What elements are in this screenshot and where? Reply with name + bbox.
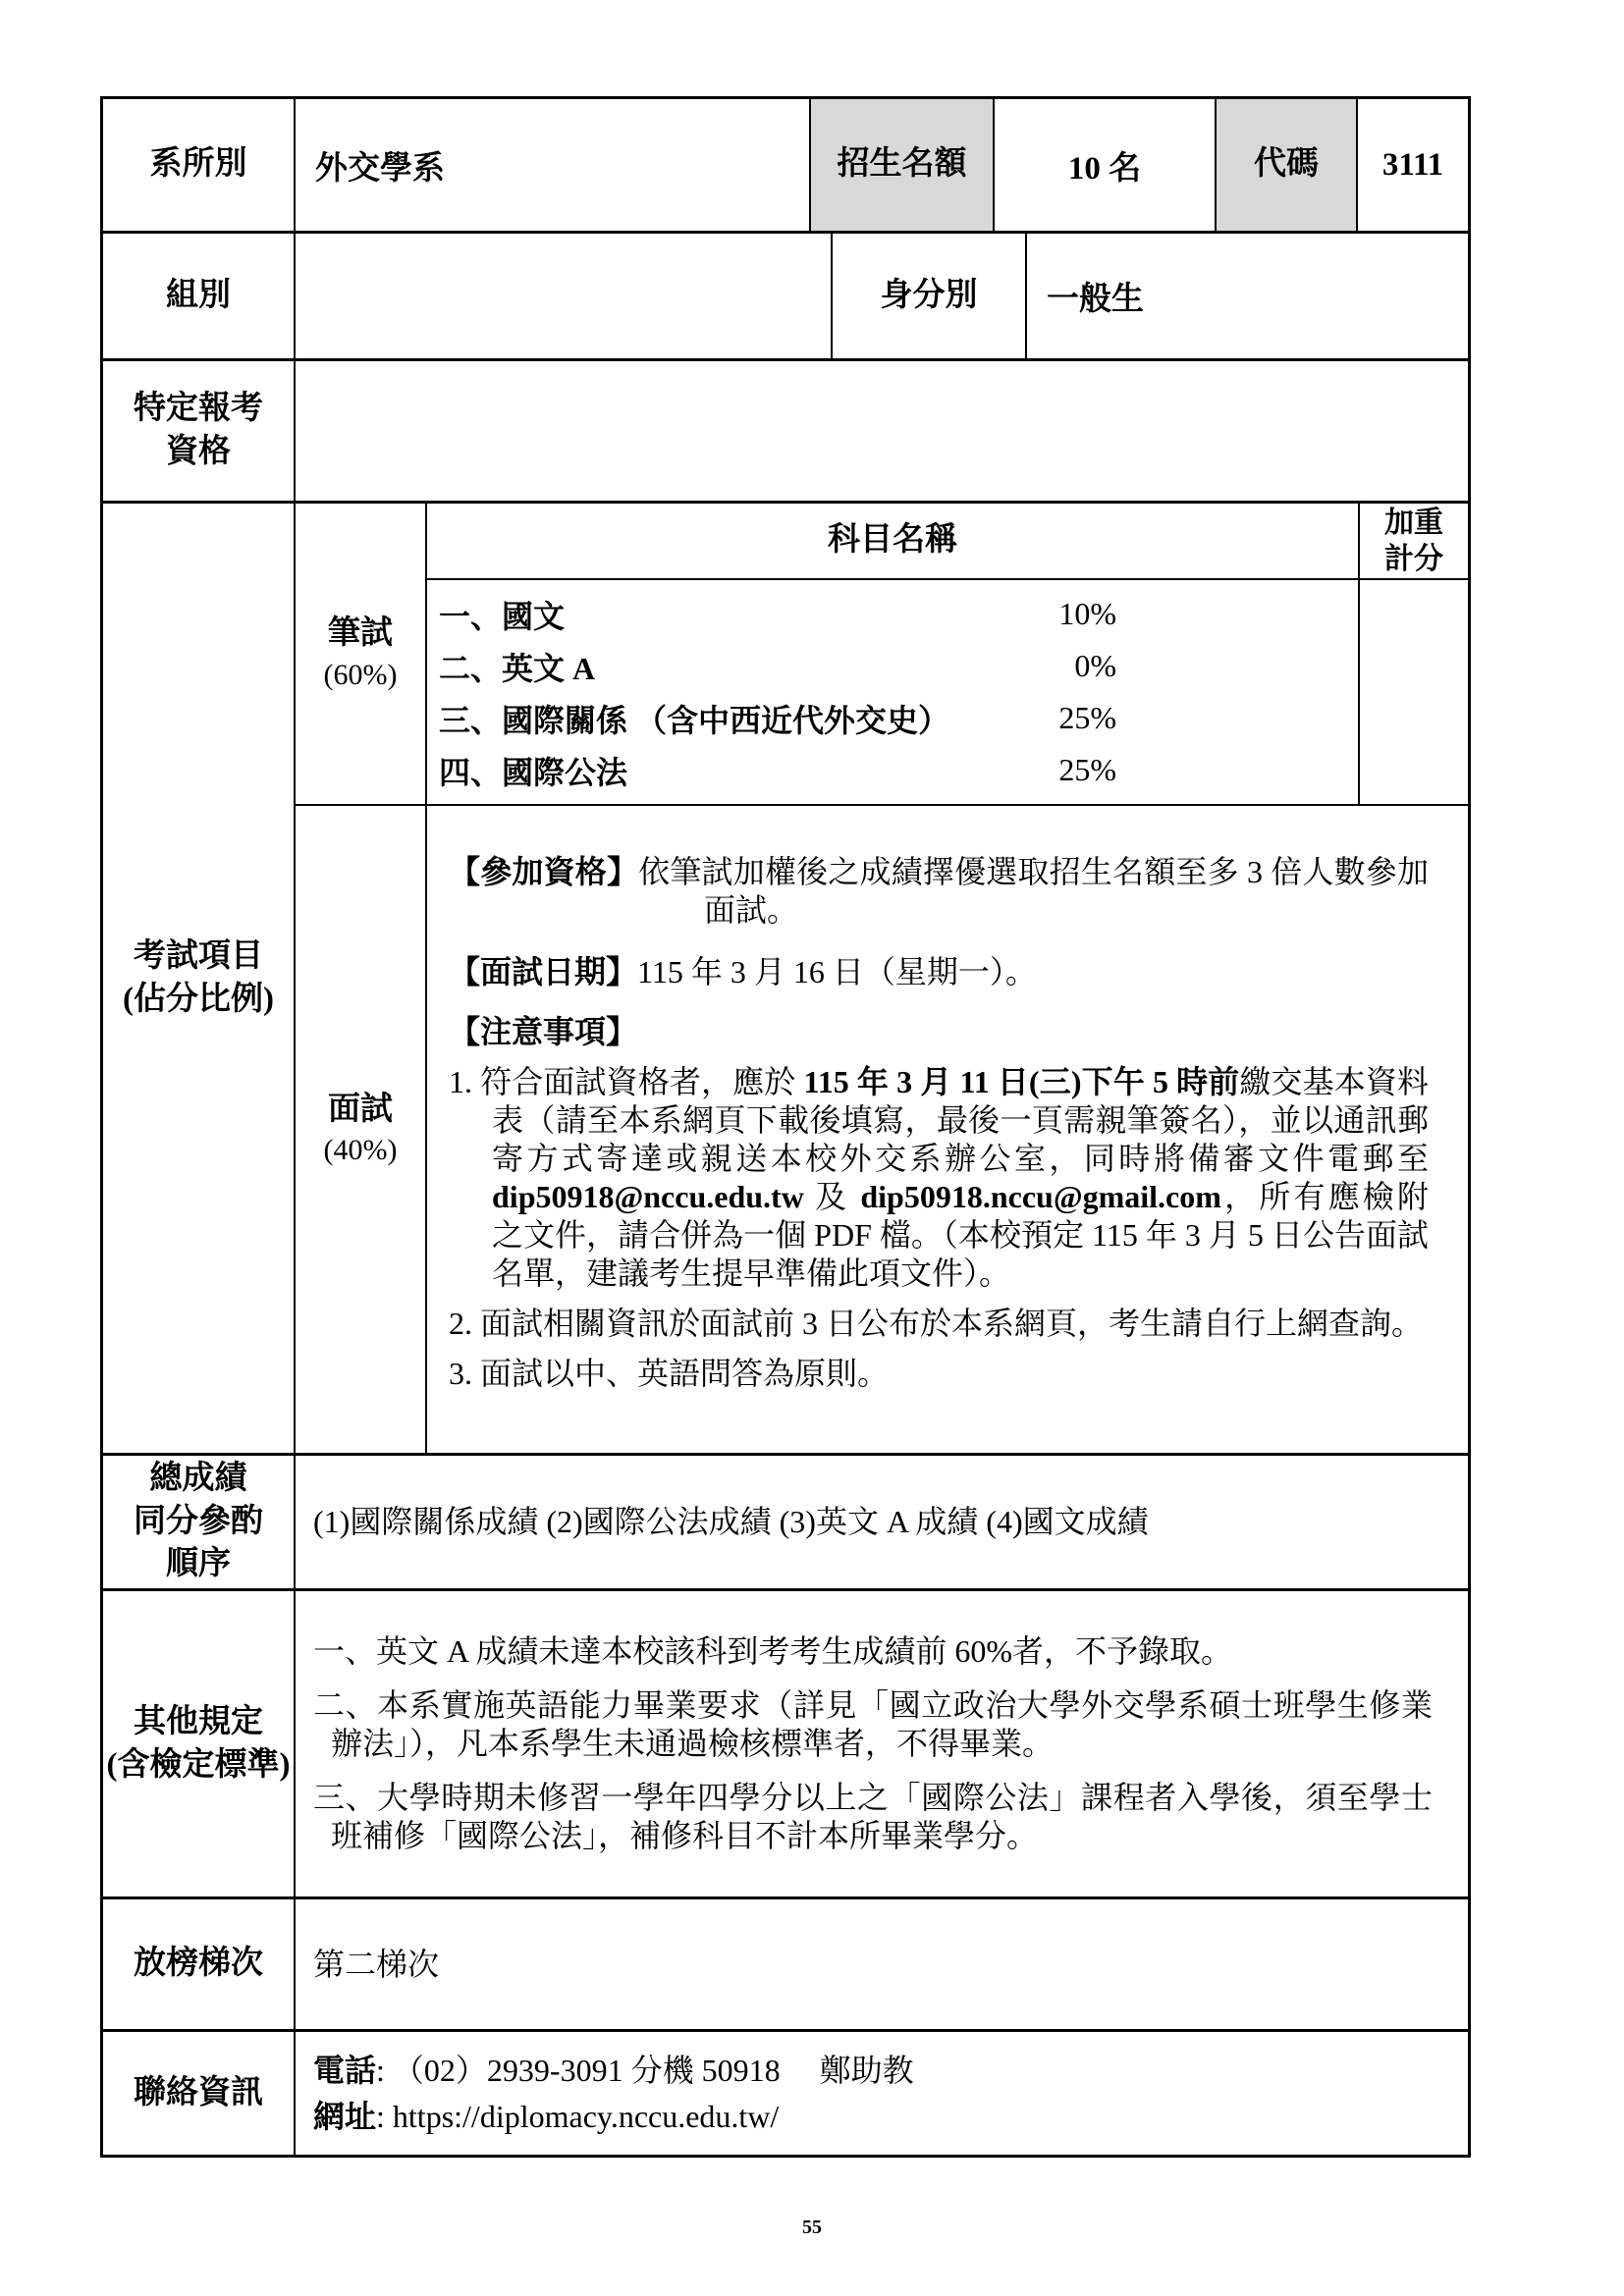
subject-row — [439, 644, 1358, 689]
exam-detail-area — [296, 504, 1468, 1453]
contact-url-line — [313, 2098, 1433, 2136]
phone-label: 電話 — [313, 2052, 377, 2088]
bonus-header: 加重 計分 — [1360, 504, 1468, 580]
quota-label: 招生名額 — [811, 99, 995, 231]
admission-table — [100, 96, 1471, 2158]
row-department — [103, 99, 1468, 234]
release-round-value-cell — [296, 1899, 1468, 2029]
group-label: 組別 — [103, 234, 296, 358]
row-special-qualification — [103, 361, 1468, 504]
other-rule-item-2: 二、本系實施英語能力畢業要求（詳見「國立政治大學外交學系碩士班學生修業辦法」），凡本系學生未通過檢核標準者，不得畢業。 — [313, 1687, 1433, 1761]
interview-date-paragraph — [449, 953, 1429, 991]
special-qualification-label: 特定報考 資格 — [103, 361, 296, 501]
department-value: 外交學系 — [296, 99, 811, 231]
tiebreak-value-cell — [296, 1456, 1468, 1588]
row-tiebreak-order — [103, 1456, 1468, 1591]
code-label: 代碼 — [1217, 99, 1358, 231]
department-label: 系所別 — [103, 99, 296, 231]
page-number: 55 — [802, 2216, 822, 2238]
notice-item-1: 1. 符合面試資格者，應於 115 年 3 月 11 日(三)下午 5 時前繳交基本資料表（請至本系網頁下載後填寫，最後一頁需親筆簽名），並以通訊郵寄方式寄達或親送本校外交系辦公室，同時將備審文件電郵至 dip50918@nccu.edu.tw 及 dip50918.nccu@gmail.com，所有應檢附之文件，請合併為一個 PDF 檔。（本校預定 115 年 3 月 5 日公告面試名單，建議考生提早準備此項文件）。 — [449, 1064, 1429, 1291]
subject-column — [427, 504, 1360, 804]
notice-item-2: 2. 面試相關資訊於面試前 3 日公布於本系網頁，考生請自行上網查詢。 — [449, 1306, 1424, 1341]
exam-items-label: 考試項目 (佔分比例) — [103, 504, 296, 1453]
subject-percent: 10% — [1058, 596, 1116, 631]
release-round-label: 放榜梯次 — [103, 1899, 296, 2029]
bonus-column — [1360, 504, 1468, 804]
special-qualification-value — [296, 361, 1468, 501]
contact-phone-line — [313, 2052, 1433, 2090]
subject-list — [427, 580, 1358, 804]
contact-label: 聯絡資訊 — [103, 2032, 296, 2155]
contact-content — [296, 2032, 1468, 2155]
subject-percent: 25% — [1058, 752, 1116, 787]
notice-item-3: 3. 面試以中、英語問答為原則。 — [449, 1356, 890, 1391]
subject-row — [439, 748, 1358, 793]
row-exam-items — [103, 504, 1468, 1456]
interview-details — [427, 806, 1468, 1453]
quota-value: 10 名 — [995, 99, 1217, 231]
written-exam-block — [296, 504, 1468, 806]
status-value: 一般生 — [1047, 282, 1144, 317]
subject-name: 四、國際公法 — [439, 754, 628, 790]
subject-percent: 0% — [1074, 648, 1116, 683]
group-value — [296, 234, 833, 358]
subject-name: 一、國文 — [439, 598, 566, 634]
url-label: 網址 — [313, 2098, 377, 2134]
interview-date-head: 【面試日期】 — [449, 954, 638, 989]
subject-name: 二、英文 A — [439, 650, 596, 686]
other-rule-item-1: 一、英文 A 成績未達本校該科到考考生成績前 60%者，不予錄取。 — [313, 1633, 1233, 1669]
email-address-2: dip50918.nccu@gmail.com — [860, 1179, 1221, 1214]
other-rules-label: 其他規定 (含檢定標準) — [103, 1591, 296, 1896]
email-address-1: dip50918@nccu.edu.tw — [492, 1179, 804, 1214]
interview-date-body: 115 年 3 月 16 日（星期一）。 — [637, 954, 1037, 989]
interview-block — [296, 806, 1468, 1453]
qualification-paragraph — [449, 853, 1429, 930]
notice-head: 【注意事項】 — [449, 1014, 638, 1049]
bonus-empty-cell — [1360, 580, 1468, 804]
subject-header: 科目名稱 — [427, 504, 1358, 580]
other-rules-content — [296, 1591, 1468, 1896]
url-value: : https://diplomacy.nccu.edu.tw/ — [376, 2098, 780, 2134]
subject-name: 三、國際關係 （含中西近代外交史） — [439, 702, 950, 738]
row-other-rules — [103, 1591, 1468, 1899]
tiebreak-value: (1)國際關係成績 (2)國際公法成績 (3)英文 A 成績 (4)國文成績 — [313, 1504, 1149, 1539]
row-contact-info — [103, 2032, 1468, 2155]
row-release-round — [103, 1899, 1468, 2032]
release-round-value: 第二梯次 — [313, 1946, 440, 1982]
tiebreak-label: 總成績 同分參酌 順序 — [103, 1456, 296, 1588]
subject-percent: 25% — [1058, 700, 1116, 735]
deadline-emphasis: 115 年 3 月 11 日(三)下午 5 時前 — [803, 1064, 1240, 1099]
written-exam-label: 筆試 (60%) — [296, 504, 427, 804]
interview-label: 面試 (40%) — [296, 806, 427, 1453]
qualification-body: 依筆試加權後之成績擇優選取招生名額至多 3 倍人數參加面試。 — [638, 854, 1429, 928]
row-group — [103, 234, 1468, 361]
qualification-head: 【參加資格】 — [449, 854, 639, 889]
code-value: 3111 — [1381, 146, 1444, 183]
other-rule-item-3: 三、大學時期未修習一學年四學分以上之「國際公法」課程者入學後，須至學士班補修「國際公法」，補修科目不計本所畢業學分。 — [313, 1780, 1433, 1853]
subject-row — [439, 592, 1358, 637]
phone-value: : （02）2939-3091 分機 50918 鄭助教 — [376, 2052, 914, 2088]
subject-row — [439, 696, 1358, 741]
status-label: 身分別 — [833, 234, 1027, 358]
